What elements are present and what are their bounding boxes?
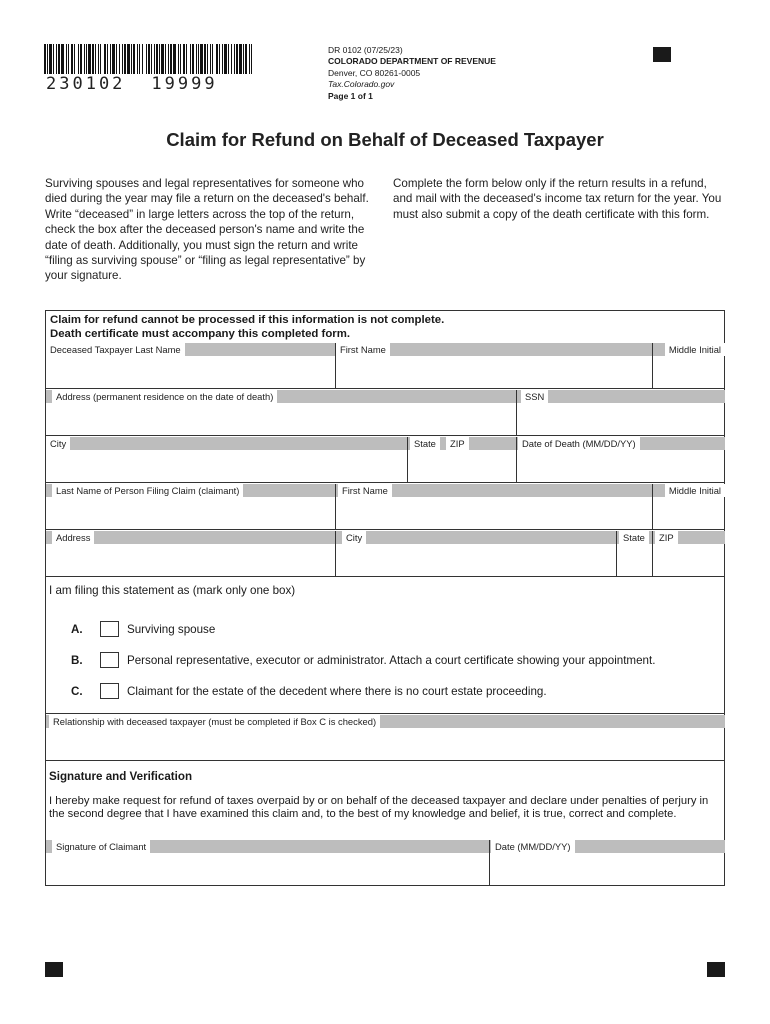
page-title: Claim for Refund on Behalf of Deceased Taxpayer xyxy=(166,129,604,150)
deceased-last-name-label: Deceased Taxpayer Last Name xyxy=(46,343,336,356)
page-number: Page 1 of 1 xyxy=(328,90,373,101)
department-website: Tax.Colorado.gov xyxy=(328,79,395,90)
claimant-state-field[interactable] xyxy=(618,545,651,575)
middle-initial-label: Middle Initial xyxy=(653,343,725,356)
claimant-last-name-label: Last Name of Person Filing Claim (claimant) xyxy=(46,484,336,497)
barcode-number-part1: 230102 xyxy=(46,74,126,94)
option-c-checkbox[interactable] xyxy=(100,683,119,699)
relationship-label: Relationship with deceased taxpayer (must be completed if Box C is checked) xyxy=(46,715,725,728)
signature-section-title: Signature and Verification xyxy=(49,770,193,783)
signature-date-label: Date (MM/DD/YY) xyxy=(490,840,725,853)
first-name-label: First Name xyxy=(336,343,653,356)
deceased-middle-initial-field[interactable] xyxy=(654,357,724,388)
relationship-field[interactable] xyxy=(47,729,724,759)
barcode-number-part2: 19999 xyxy=(151,74,218,94)
intro-right-paragraph: Complete the form below only if the return results in a refund, and mail with the deceased's income tax return for the year. You must also submit a copy of the death certificate with this form. xyxy=(393,177,722,221)
claimant-first-name-field[interactable] xyxy=(337,498,651,528)
option-a-checkbox[interactable] xyxy=(100,621,119,637)
claimant-zip-label: ZIP xyxy=(653,531,725,544)
claimant-city-field[interactable] xyxy=(337,545,615,575)
claimant-middle-initial-field[interactable] xyxy=(654,498,724,528)
warning-line-2: Death certificate must accompany this completed form. xyxy=(50,327,351,340)
filing-statement: I am filing this statement as (mark only one box) xyxy=(49,584,296,597)
claimant-last-name-field[interactable] xyxy=(47,498,334,528)
form-warning xyxy=(50,314,444,342)
state-label: State xyxy=(408,437,444,450)
signature-field[interactable] xyxy=(47,854,488,885)
claimant-address-label: Address xyxy=(46,531,336,544)
address-residence-label: Address (permanent residence on the date of death) xyxy=(46,390,517,403)
option-c-text: Claimant for the estate of the decedent where there is no court estate proceeding. xyxy=(127,685,547,698)
option-b-letter: B. xyxy=(71,654,83,667)
deceased-address-field[interactable] xyxy=(47,404,515,434)
claimant-city-label: City xyxy=(336,531,617,544)
option-b-text: Personal representative, executor or administrator. Attach a court certificate showing your appointment. xyxy=(127,654,656,667)
department-name: COLORADO DEPARTMENT OF REVENUE xyxy=(328,56,496,67)
intro-left-paragraph: Surviving spouses and legal representatives for someone who died during the year may file a return on the deceased's behalf. Write “deceased” in large letters across the top of the return, check the box after the deceased person's name and write the date of death. Additionally, you must sign the return and write “filing as surviving spouse” or “filing as legal representative” by your signature. xyxy=(45,177,369,283)
deceased-state-zip-field[interactable] xyxy=(408,451,515,482)
form-id: DR 0102 (07/25/23) xyxy=(328,45,403,55)
zip-label: ZIP xyxy=(444,437,517,450)
claim-form xyxy=(45,310,725,886)
department-address: Denver, CO 80261-0005 xyxy=(328,67,421,78)
option-c-letter: C. xyxy=(71,685,83,698)
claimant-state-label: State xyxy=(617,531,653,544)
signature-date-field[interactable] xyxy=(491,854,724,885)
ssn-field[interactable] xyxy=(518,404,724,434)
registration-mark-bottom-right xyxy=(707,962,725,977)
deceased-last-name-field[interactable] xyxy=(47,357,334,388)
signature-label: Signature of Claimant xyxy=(46,840,490,853)
deceased-city-field[interactable] xyxy=(47,451,406,482)
city-label: City xyxy=(46,437,408,450)
claimant-middle-initial-label: Middle Initial xyxy=(653,484,725,497)
form-header-info xyxy=(328,45,496,102)
ssn-label: SSN xyxy=(517,390,725,403)
claimant-first-name-label: First Name xyxy=(336,484,653,497)
warning-line-1: Claim for refund cannot be processed if this information is not complete. xyxy=(50,314,445,326)
barcode xyxy=(44,44,252,74)
registration-mark-bottom-left xyxy=(45,962,63,977)
registration-mark-top-right xyxy=(653,47,671,62)
option-a-text: Surviving spouse xyxy=(127,623,216,636)
signature-declaration: I hereby make request for refund of taxes overpaid by or on behalf of the deceased taxpayer and declare under penalties of perjury in the second degree that I have examined this claim and, to the best of my knowledge and belief, it is true, correct and complete. xyxy=(49,795,709,821)
claimant-address-field[interactable] xyxy=(47,545,334,575)
deceased-first-name-field[interactable] xyxy=(337,357,651,388)
claimant-zip-field[interactable] xyxy=(654,545,724,575)
option-b-checkbox[interactable] xyxy=(100,652,119,668)
barcode-number xyxy=(46,74,256,94)
date-of-death-field[interactable] xyxy=(518,451,724,482)
option-a-letter: A. xyxy=(71,623,83,636)
date-of-death-label: Date of Death (MM/DD/YY) xyxy=(517,437,725,450)
